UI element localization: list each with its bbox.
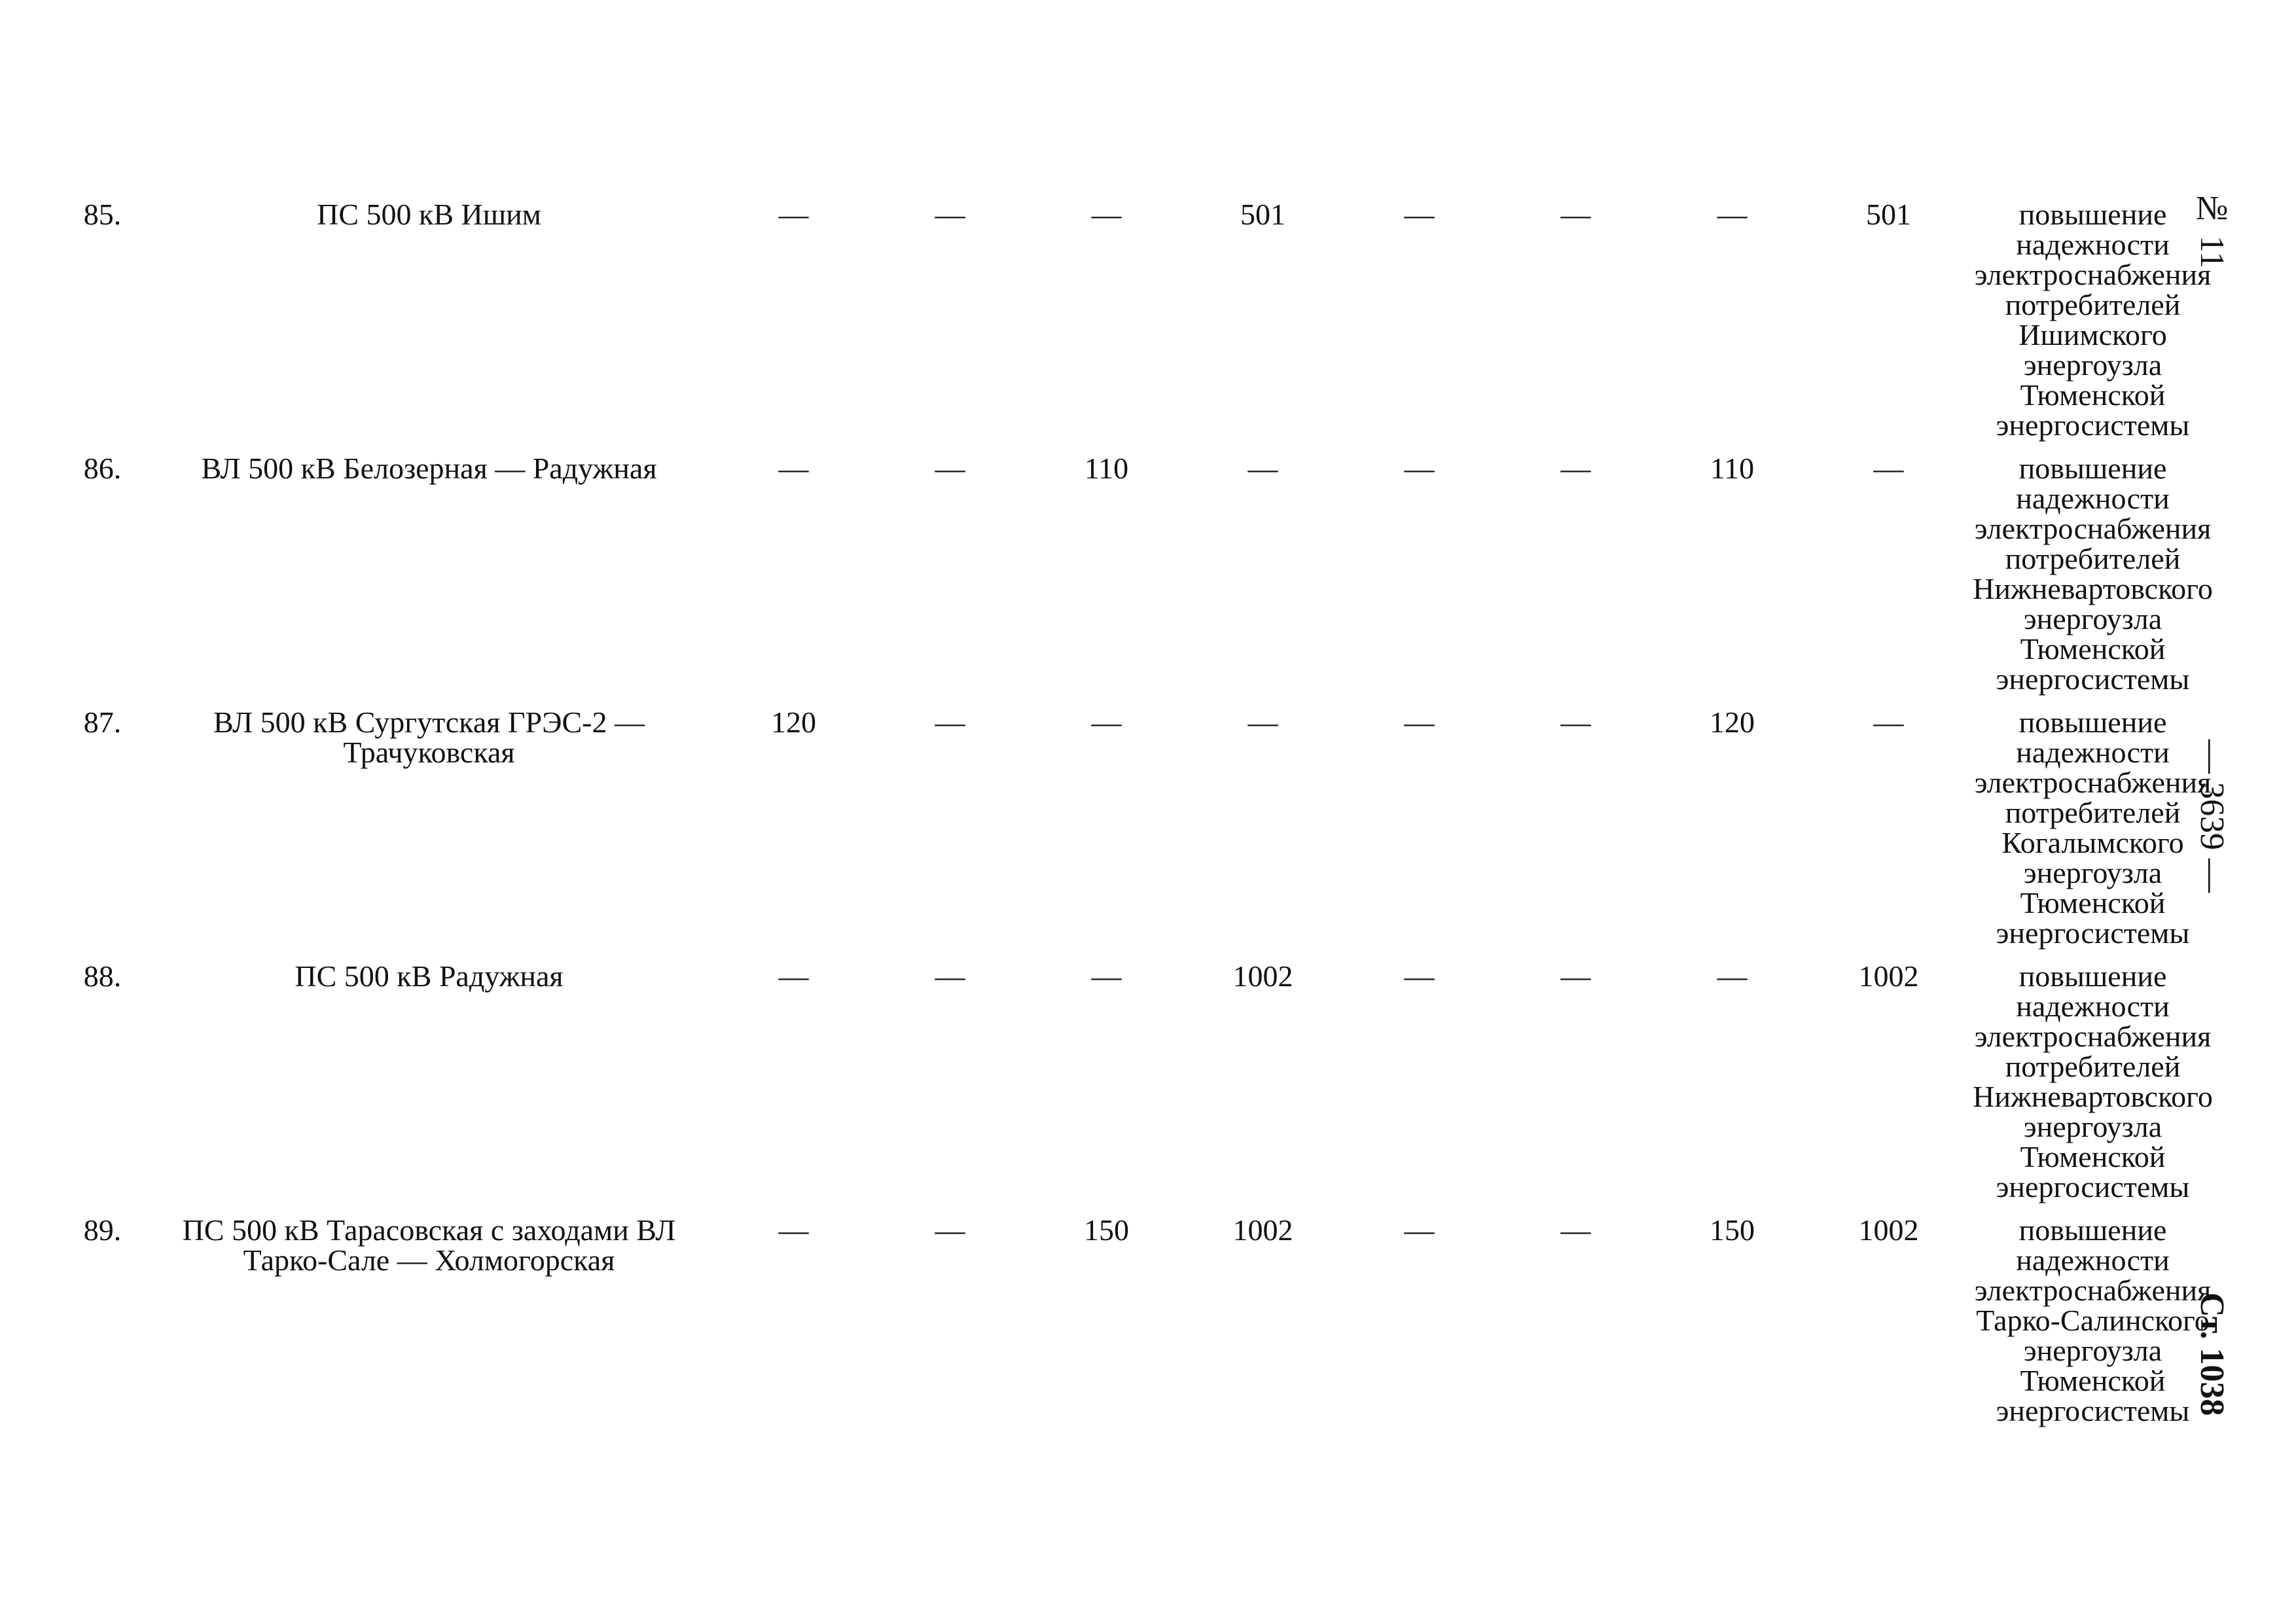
value-cell: —	[935, 705, 965, 739]
issue-number: № 11	[2193, 190, 2231, 269]
object-name: ПС 500 кВ Ишим	[317, 198, 541, 231]
object-name: ВЛ 500 кВ Сургутская ГРЭС-2 — Трачуковская	[213, 705, 645, 769]
value-cell: —	[1247, 452, 1278, 485]
value-cell: —	[778, 1213, 809, 1247]
value-cell: —	[1873, 705, 1904, 739]
value-cell: 110	[1084, 452, 1129, 485]
page-number: — 3639 —	[2193, 740, 2231, 893]
value-cell: —	[1873, 452, 1904, 485]
value-cell: —	[1404, 1213, 1435, 1247]
value-cell: —	[935, 1213, 965, 1247]
value-cell: 150	[1710, 1213, 1755, 1247]
value-cell: 110	[1710, 452, 1755, 485]
purpose-text: повышение надежности электроснабжения потребителей Ишимского энергоузла Тюменской энергосистемы	[1974, 198, 2212, 442]
value-cell: —	[935, 452, 965, 485]
row-number: 89.	[83, 1213, 122, 1247]
value-cell: 120	[1710, 705, 1755, 739]
value-cell: —	[778, 959, 809, 993]
article-number: Ст. 1038	[2193, 1293, 2231, 1416]
row-number: 87.	[83, 705, 122, 739]
value-cell: —	[778, 452, 809, 485]
purpose-text: повышение надежности электроснабжения потребителей Нижневартовского энергоузла Тюменской энергосистемы	[1973, 452, 2213, 696]
value-cell: —	[1560, 452, 1591, 485]
purpose-text: повышение надежности электроснабжения Тарко-Салинского энергоузла Тюменской энергосистемы	[1974, 1213, 2212, 1427]
value-cell: 501	[1866, 198, 1911, 231]
value-cell: —	[1560, 1213, 1591, 1247]
value-cell: —	[1091, 198, 1122, 231]
value-cell: —	[1404, 198, 1435, 231]
value-cell: 1002	[1858, 959, 1919, 993]
purpose-text: повышение надежности электроснабжения потребителей Когалымского энергоузла Тюменской энергосистемы	[1974, 705, 2212, 950]
value-cell: —	[935, 198, 965, 231]
table-row	[62, 454, 2219, 707]
value-cell: —	[1560, 959, 1591, 993]
table-row	[62, 707, 2219, 961]
value-cell: 150	[1084, 1213, 1129, 1247]
value-cell: —	[1560, 705, 1591, 739]
table-row	[62, 961, 2219, 1215]
value-cell: —	[1404, 959, 1435, 993]
row-number: 86.	[83, 452, 122, 485]
object-name: ПС 500 кВ Радужная	[295, 959, 564, 993]
table-row	[62, 1215, 2219, 1439]
investment-table	[62, 200, 2219, 1439]
value-cell: —	[778, 198, 809, 231]
object-name: ПС 500 кВ Тарасовская с заходами ВЛ Тарко-Сале — Холмогорская	[182, 1213, 676, 1277]
value-cell: 501	[1240, 198, 1285, 231]
table-row	[62, 200, 2219, 454]
row-number: 88.	[83, 959, 122, 993]
value-cell: —	[1717, 198, 1748, 231]
value-cell: —	[1404, 452, 1435, 485]
value-cell: —	[935, 959, 965, 993]
row-number: 85.	[83, 198, 122, 231]
value-cell: —	[1560, 198, 1591, 231]
value-cell: —	[1717, 959, 1748, 993]
value-cell: —	[1091, 705, 1122, 739]
value-cell: —	[1404, 705, 1435, 739]
table-body	[62, 200, 2219, 1439]
value-cell: 120	[771, 705, 816, 739]
value-cell: —	[1091, 959, 1122, 993]
purpose-text: повышение надежности электроснабжения потребителей Нижневартовского энергоузла Тюменской энергосистемы	[1973, 959, 2213, 1204]
value-cell: 1002	[1232, 959, 1293, 993]
object-name: ВЛ 500 кВ Белозерная — Радужная	[201, 452, 657, 485]
value-cell: 1002	[1858, 1213, 1919, 1247]
value-cell: 1002	[1232, 1213, 1293, 1247]
value-cell: —	[1247, 705, 1278, 739]
